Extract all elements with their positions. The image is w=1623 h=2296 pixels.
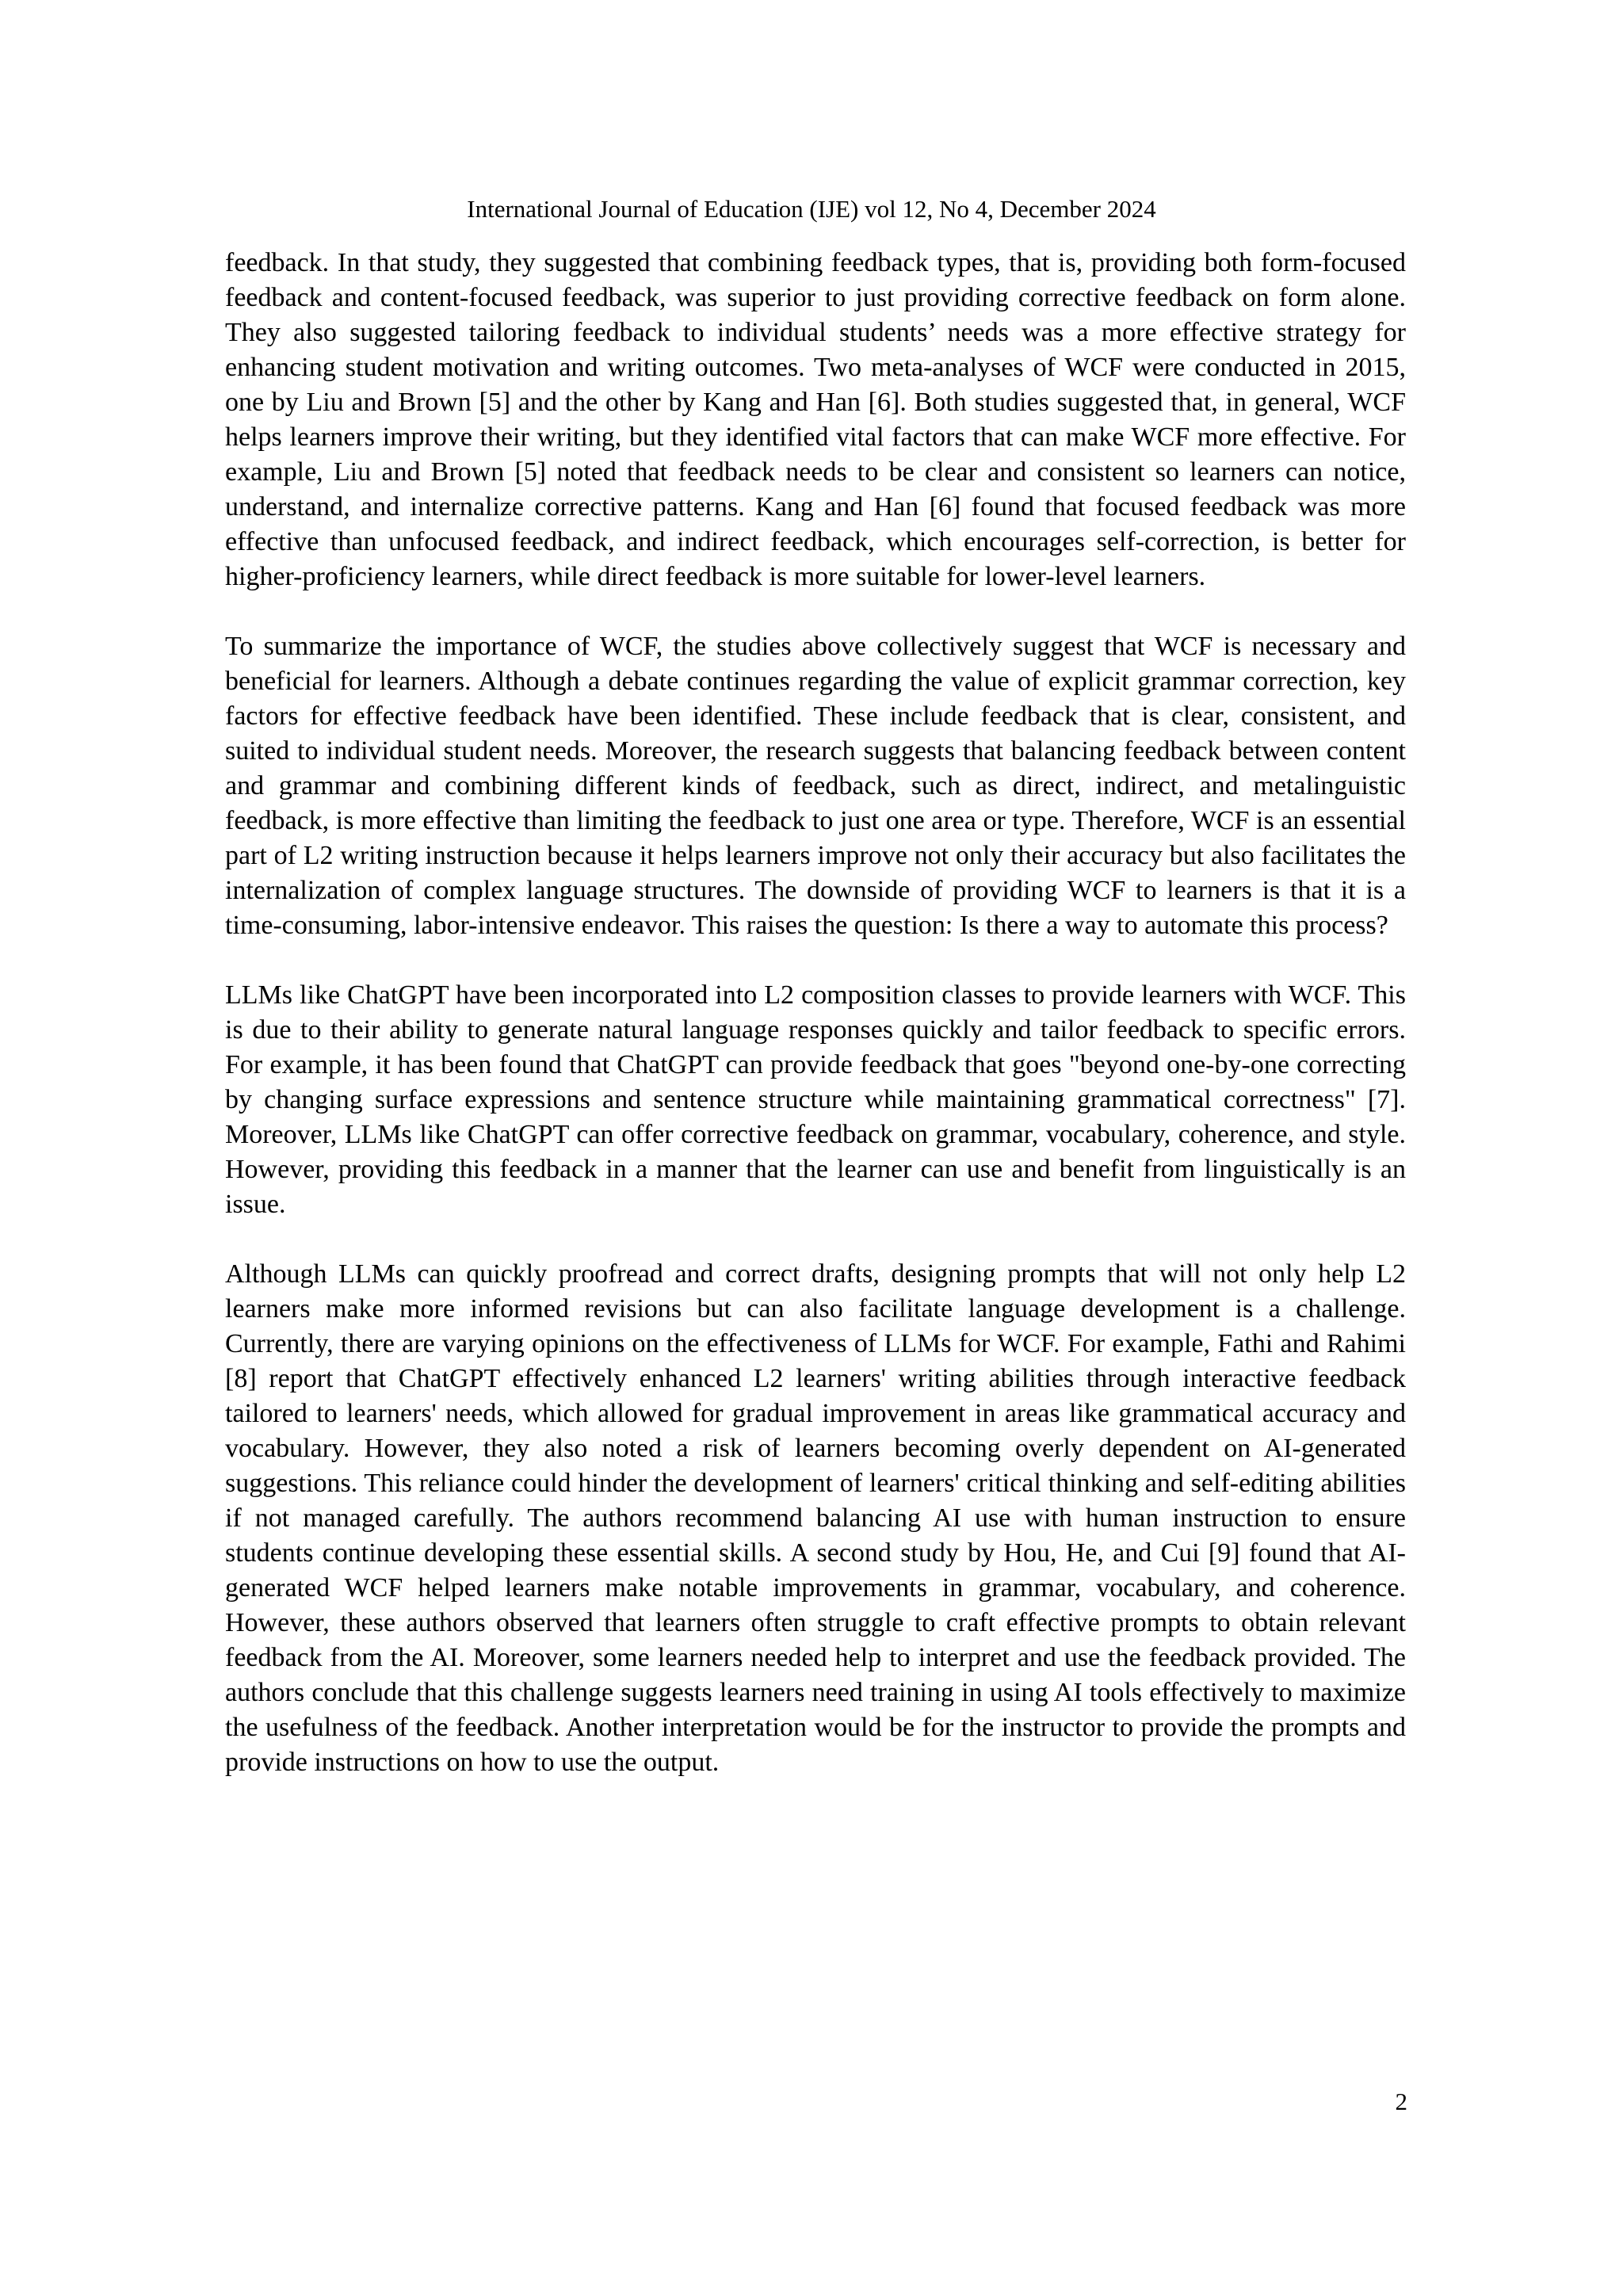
paragraph-wcf-summary: To summarize the importance of WCF, the studies above collectively suggest that WCF is necessary and beneficial for learners. Although a debate continues regarding the value of explicit grammar correction, key factors for effective feedback have been identified. These include feedback that is clear, consistent, and suited to individual student needs. Moreover, the research suggests that balancing feedback between content and grammar and combining different kinds of feedback, such as direct, indirect, and metalinguistic feedback, is more effective than limiting the feedback to just one area or type. Therefore, WCF is an essential part of L2 writing instruction because it helps learners improve not only their accuracy but also facilitates the internalization of complex language structures. The downside of providing WCF to learners is that it is a time-consuming, labor-intensive endeavor. This raises the question: Is there a way to automate this process? [225, 632, 1406, 940]
running-header: International Journal of Education (IJE) vol 12, No 4, December 2024 [467, 195, 1156, 223]
body-text [225, 246, 1406, 1815]
page-number: 2 [1395, 2088, 1407, 2115]
paragraph-llm-effectiveness: Although LLMs can quickly proofread and correct drafts, designing prompts that will not only help L2 learners make more informed revisions but can also facilitate language development is a challenge. Currently, there are varying opinions on the effectiveness of LLMs for WCF. For example, Fathi and Rahimi [8] report that ChatGPT effectively enhanced L2 learners' writing abilities through interactive feedback tailored to learners' needs, which allowed for gradual improvement in areas like grammatical accuracy and vocabulary. However, they also noted a risk of learners becoming overly dependent on AI-generated suggestions. This reliance could hinder the development of learners' critical thinking and self-editing abilities if not managed carefully. The authors recommend balancing AI use with human instruction to ensure students continue developing these essential skills. A second study by Hou, He, and Cui [9] found that AI-generated WCF helped learners make notable improvements in grammar, vocabulary, and coherence. However, these authors observed that learners often struggle to craft effective prompts to obtain relevant feedback from the AI. Moreover, some learners needed help to interpret and use the feedback provided. The authors conclude that this challenge suggests learners need training in using AI tools effectively to maximize the usefulness of the feedback. Another interpretation would be for the instructor to provide the prompts and provide instructions on how to use the output. [225, 1259, 1406, 1777]
paragraph-wcf-meta-analyses: feedback. In that study, they suggested that combining feedback types, that is, providing both form-focused feedback and content-focused feedback, was superior to just providing corrective feedback on form alone. They also suggested tailoring feedback to individual students’ needs was a more effective strategy for enhancing student motivation and writing outcomes. Two meta-analyses of WCF were conducted in 2015, one by Liu and Brown [5] and the other by Kang and Han [6]. Both studies suggested that, in general, WCF helps learners improve their writing, but they identified vital factors that can make WCF more effective. For example, Liu and Brown [5] noted that feedback needs to be clear and consistent so learners can notice, understand, and internalize corrective patterns. Kang and Han [6] found that focused feedback was more effective than unfocused feedback, and indirect feedback, which encourages self-correction, is better for higher-proficiency learners, while direct feedback is more suitable for lower-level learners. [225, 248, 1406, 591]
paragraph-llms-chatgpt: LLMs like ChatGPT have been incorporated into L2 composition classes to provide learners with WCF. This is due to their ability to generate natural language responses quickly and tailor feedback to specific errors. For example, it has been found that ChatGPT can provide feedback that goes "beyond one-by-one correcting by changing surface expressions and sentence structure while maintaining grammatical correctness" [7]. Moreover, LLMs like ChatGPT can offer corrective feedback on grammar, vocabulary, coherence, and style. However, providing this feedback in a manner that the learner can use and benefit from linguistically is an issue. [225, 980, 1406, 1219]
